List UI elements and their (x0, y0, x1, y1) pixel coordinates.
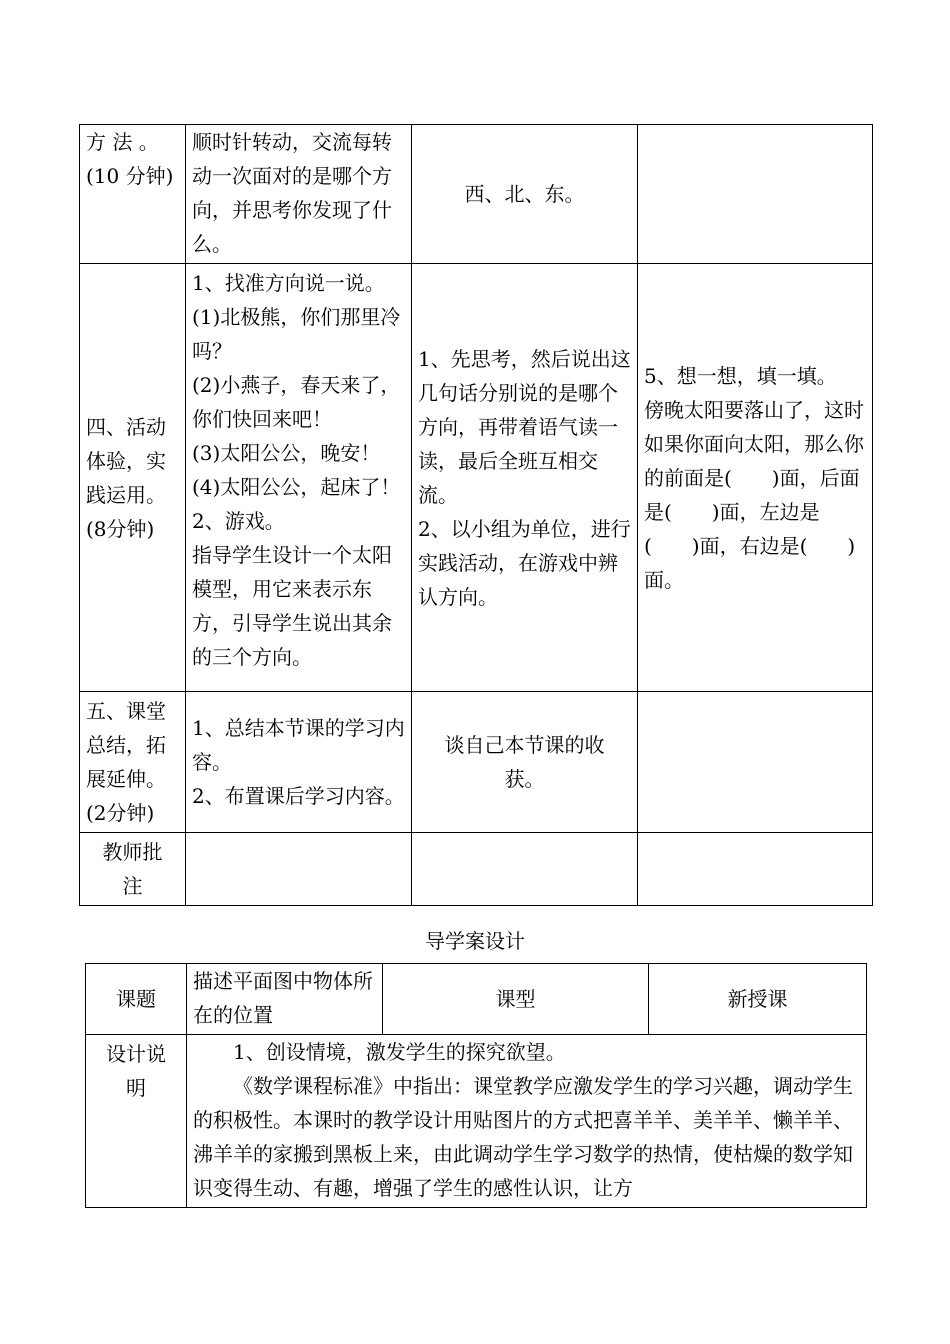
student-activity-text: 谈自己本节课的收获。 (444, 733, 605, 791)
student-activity-text: 1、先思考，然后说出这几句话分别说的是哪个方向，再带着语气读一读，最后全班互相交流。 (418, 346, 631, 507)
teacher-activity-text: 1、找准方向说一说。 (192, 271, 385, 295)
type-label: 课型 (383, 964, 649, 1035)
exercise-text: 傍晚太阳要落山了，这时如果你面向太阳，那么你的前面是( )面，后面是( )面，左边是( )面，右边是( )面。 (644, 397, 864, 592)
teacher-activity-text: 顺时针转动，交流每转动一次面对的是哪个方向，并思考你发现了什么。 (192, 130, 392, 256)
teacher-activity-cell (186, 264, 412, 692)
stage-text: 五、课堂总结，拓展延伸。(2分钟) (86, 699, 166, 825)
comment-label-cell (80, 833, 186, 906)
exercise-text: 5、想一想，填一填。 (644, 363, 837, 388)
teacher-activity-text: 指导学生设计一个太阳模型，用它来表示东方，引导学生说出其余的三个方向。 (192, 543, 392, 669)
teacher-activity-text: (3)太阳公公，晚安！ (192, 441, 381, 465)
comment-label: 教师批注 (102, 840, 163, 898)
student-activity-text: 2、以小组为单位，进行实践活动，在游戏中辨认方向。 (418, 516, 631, 609)
table-row (80, 692, 873, 833)
lesson-plan-table (79, 124, 873, 906)
comment-cell (638, 833, 873, 906)
section-title: 导学案设计 (425, 929, 525, 953)
student-activity-cell (412, 125, 638, 264)
topic-value: 描述平面图中物体所在的位置 (187, 964, 383, 1035)
table-row (80, 125, 873, 264)
teacher-activity-text: 1、总结本节课的学习内容。 (192, 716, 405, 774)
student-activity-cell (412, 264, 638, 692)
table-row (86, 964, 867, 1035)
table-row (80, 264, 873, 692)
design-description-cell (187, 1035, 867, 1208)
teacher-activity-text: 2、游戏。 (192, 509, 285, 533)
teacher-activity-cell (186, 692, 412, 833)
stage-text: 四、活动体验，实践运用。(8分钟) (86, 414, 166, 541)
stage-text: 方 法 。 (10 分钟) (86, 130, 174, 188)
teacher-activity-cell (186, 125, 412, 264)
exercise-cell (638, 692, 873, 833)
table-row (86, 1035, 867, 1208)
teacher-activity-text: (4)太阳公公，起床了！ (192, 475, 401, 499)
teacher-activity-text: (1)北极熊，你们那里冷吗？ (192, 305, 401, 363)
design-table (85, 963, 867, 1208)
student-activity-text: 西、北、东。 (464, 182, 585, 206)
table-row (80, 833, 873, 906)
teacher-activity-text: 2、布置课后学习内容。 (192, 784, 405, 808)
teacher-activity-text: (2)小燕子，春天来了，你们快回来吧！ (192, 373, 401, 431)
exercise-cell (638, 264, 873, 692)
design-label: 设计说明 (106, 1042, 166, 1100)
stage-cell (80, 264, 186, 692)
design-label-cell (86, 1035, 187, 1208)
design-paragraph: 1、创设情境，激发学生的探究欲望。 (233, 1040, 566, 1064)
comment-cell (412, 833, 638, 906)
student-activity-cell (412, 692, 638, 833)
type-value: 新授课 (649, 964, 867, 1035)
exercise-cell (638, 125, 873, 264)
design-paragraph: 《数学课程标准》中指出：课堂教学应激发学生的学习兴趣，调动学生的积极性。本课时的教学设计用贴图片的方式把喜羊羊、美羊羊、懒羊羊、沸羊羊的家搬到黑板上来，由此调动学生学习数学的热情，使枯燥的数学知识变得生动、有趣，增强了学生的感性认识，让方 (193, 1074, 853, 1200)
comment-cell (186, 833, 412, 906)
stage-cell (80, 692, 186, 833)
topic-label: 课题 (86, 964, 187, 1035)
stage-cell (80, 125, 186, 264)
